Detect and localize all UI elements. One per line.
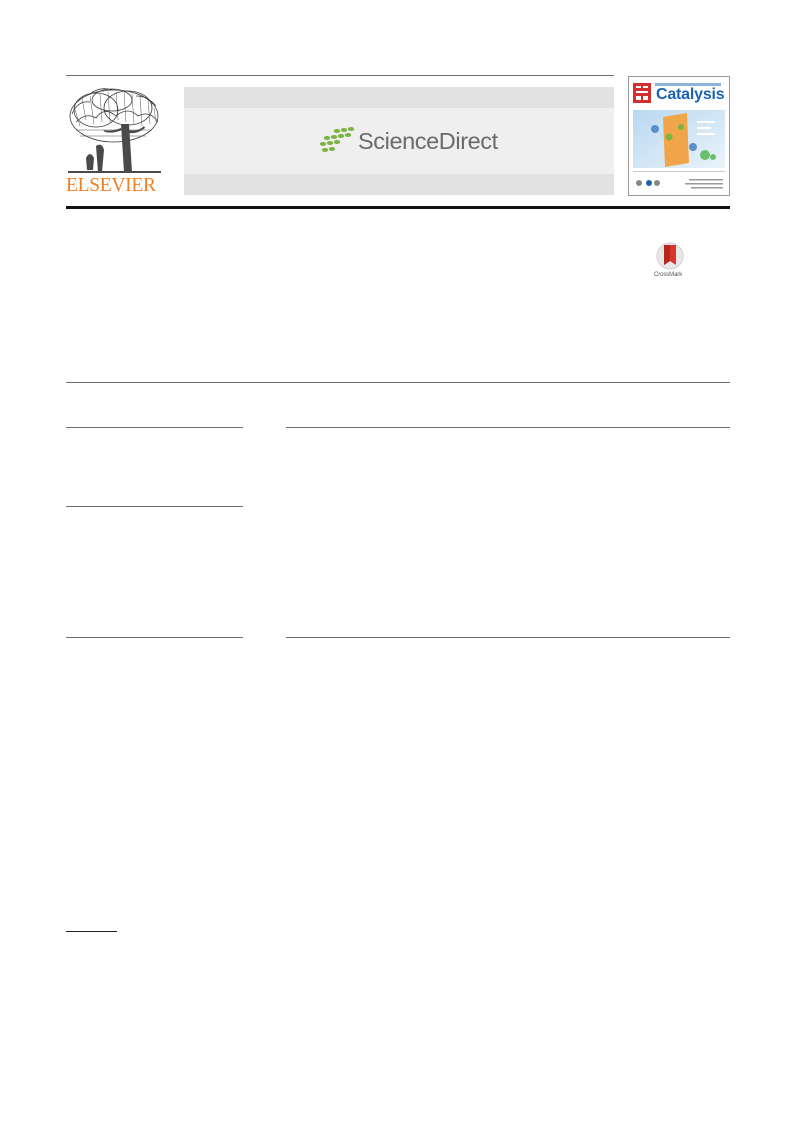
journal-cover[interactable] [628, 76, 730, 196]
platform-wordmark: ScienceDirect [358, 128, 498, 154]
platform-dots-icon [317, 126, 357, 156]
banner-band-top [184, 87, 614, 108]
article-info-top-rule [66, 427, 243, 428]
crossmark-label: CrossMark [654, 272, 683, 278]
publisher-wordmark: ELSEVIER [66, 175, 156, 196]
abstract-bottom-rule [286, 637, 730, 638]
masthead-rule [66, 206, 730, 209]
header-top-rule [66, 75, 614, 76]
banner-band-bottom [184, 174, 614, 195]
article-info-bottom-rule [66, 637, 243, 638]
title-block-rule [66, 382, 730, 383]
footnote-rule [66, 931, 117, 932]
journal-cover-title: Catalysis [656, 86, 725, 103]
abstract-top-rule [286, 427, 730, 428]
crossmark-icon [652, 242, 688, 272]
platform-banner[interactable] [184, 87, 614, 195]
keywords-top-rule [66, 506, 243, 507]
